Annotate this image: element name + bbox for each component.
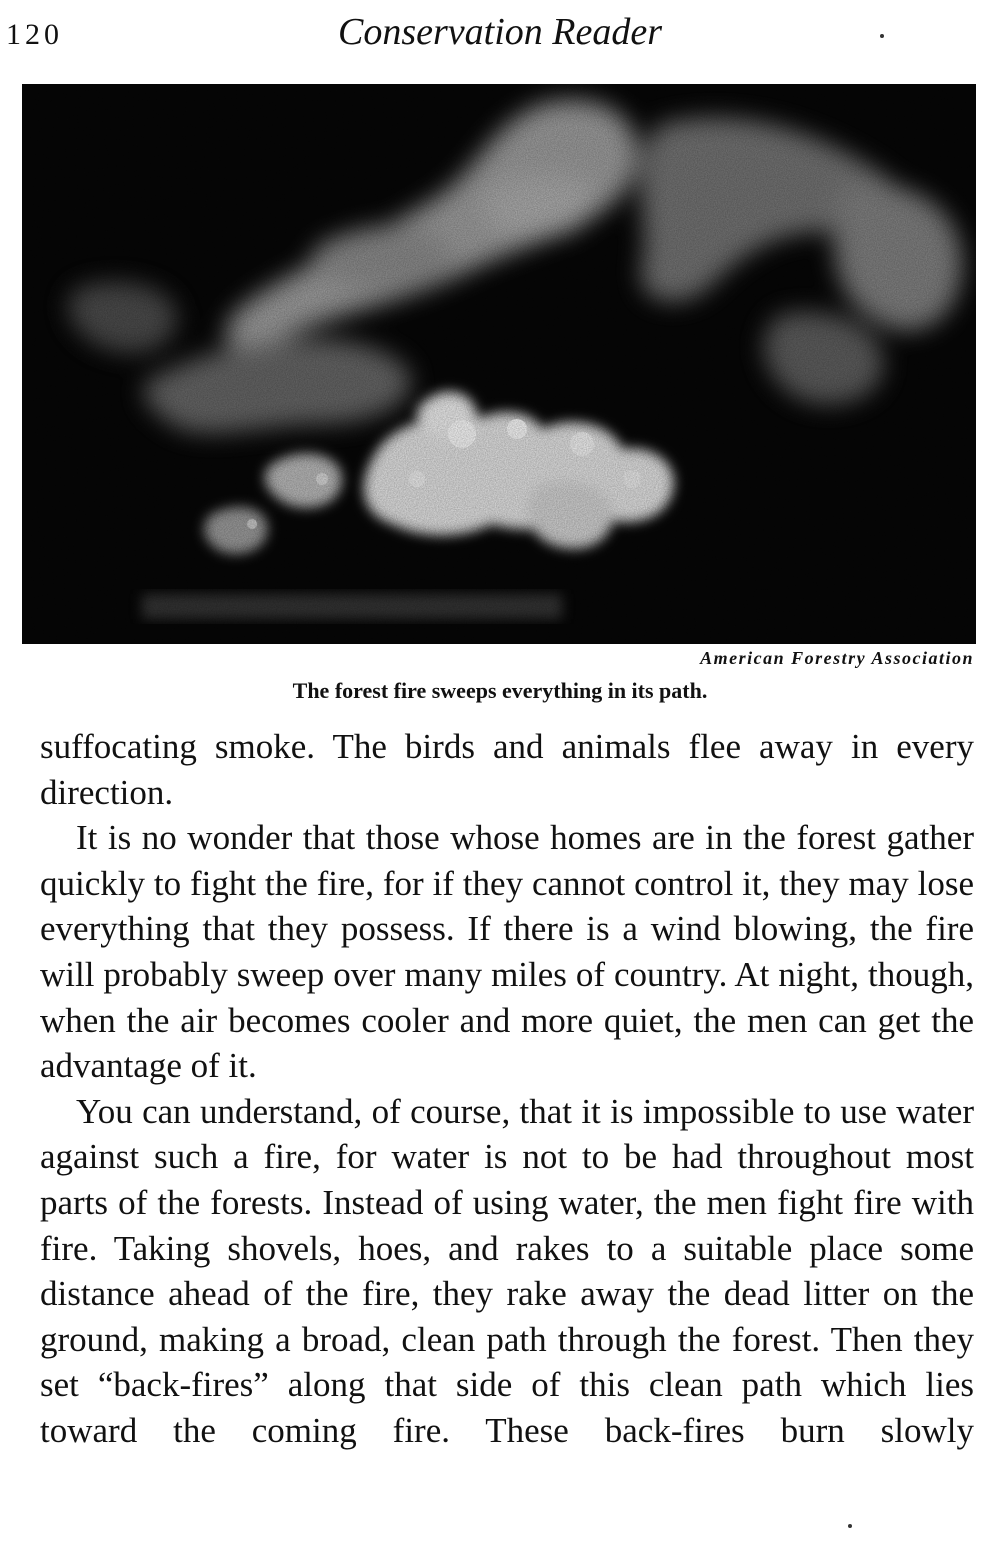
photo-credit: American Forestry Association [700, 648, 974, 668]
figure-caption: The forest fire sweeps everything in its path. [292, 678, 708, 703]
running-title: Conservation Reader [337, 11, 662, 53]
page-header [0, 6, 1000, 56]
print-speck [880, 34, 884, 38]
page-number: 120 [6, 18, 63, 51]
paragraph: suffocating smoke. The birds and animals flee away in every direction. [40, 727, 974, 812]
forest-fire-photograph [22, 84, 976, 644]
forest-fire-image [22, 84, 976, 644]
print-speck [848, 1524, 852, 1528]
body-text [40, 724, 974, 1454]
paragraph: It is no wonder that those whose homes are in the forest gather quickly to fight the fire, for if they cannot control it, they may lose everything that they possess. If there is a wind blowing, the fire will probably sweep over many miles of country. At night, though, when the air becomes cooler and more quiet, the men can get the advantage of it. [40, 818, 974, 1086]
paragraph: You can understand, of course, that it is impossible to use water against such a fire, for water is not to be had throughout most parts of the forests. Instead of using water, the men fight fire with fire. Taking shovels, hoes, and rakes to a suitable place some distance ahead of the fire, they rake away the dead litter on the ground, making a broad, clean path through the forest. Then they set “back-fires” along that side of this clean path which lies toward the coming fire. These back-fires burn slowly [40, 1091, 974, 1450]
